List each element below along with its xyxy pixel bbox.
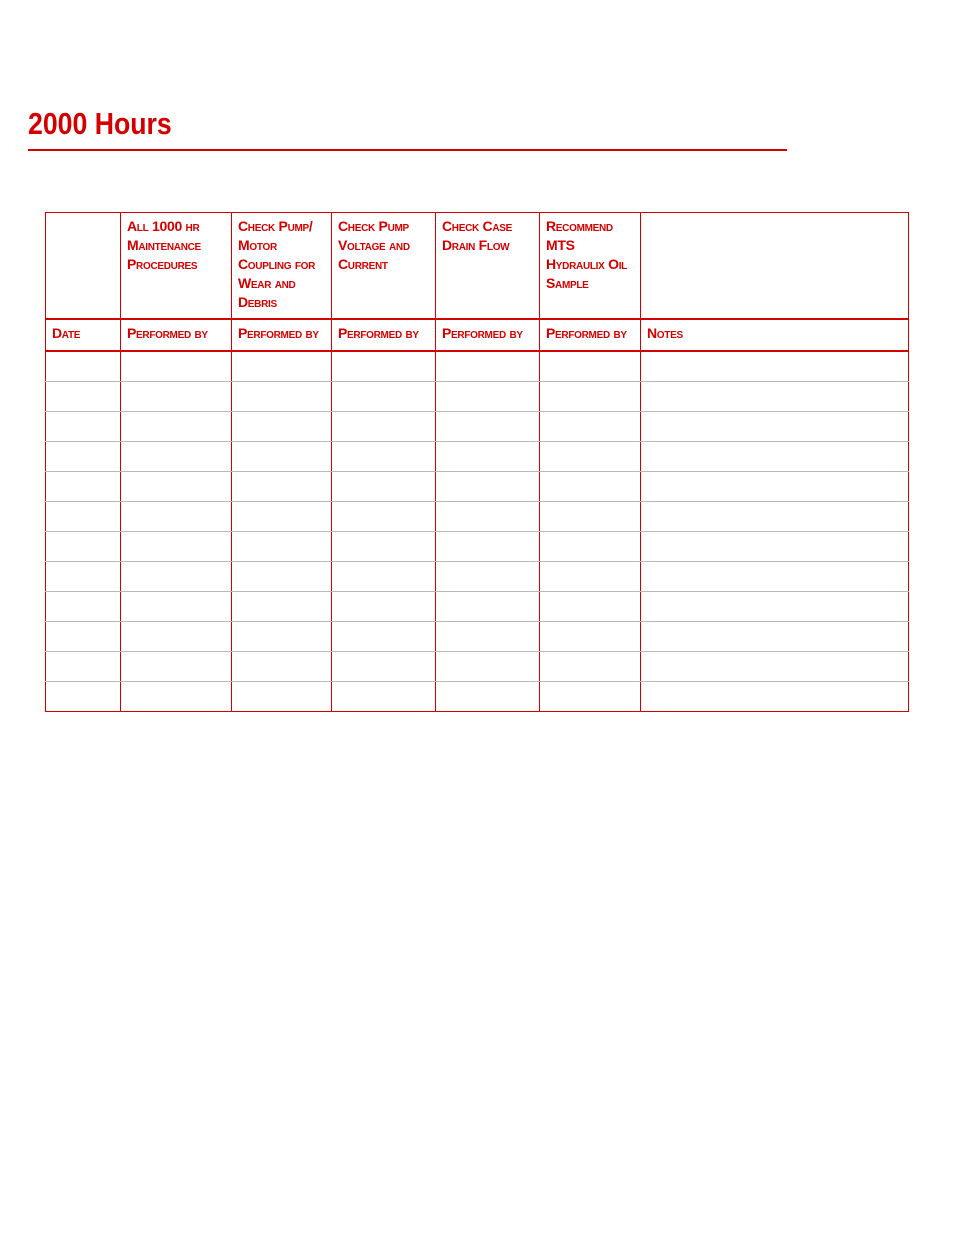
performed-by-cell xyxy=(332,351,436,382)
table-row xyxy=(46,351,909,382)
date-cell xyxy=(46,592,121,622)
table-row xyxy=(46,502,909,532)
performed-by-cell xyxy=(332,382,436,412)
task-header-case-drain-flow: Check Case Drain Flow xyxy=(436,213,540,320)
performed-by-cell xyxy=(232,382,332,412)
performed-by-cell xyxy=(121,412,232,442)
date-cell xyxy=(46,652,121,682)
notes-cell xyxy=(641,502,909,532)
notes-cell xyxy=(641,532,909,562)
performed-by-cell xyxy=(121,351,232,382)
performed-by-cell xyxy=(232,472,332,502)
column-label-performed-by: Performed by xyxy=(232,319,332,351)
performed-by-cell xyxy=(232,592,332,622)
performed-by-cell xyxy=(436,382,540,412)
performed-by-cell xyxy=(332,502,436,532)
performed-by-cell xyxy=(332,562,436,592)
performed-by-cell xyxy=(121,652,232,682)
page-title: 2000 Hours xyxy=(28,106,172,141)
date-cell xyxy=(46,532,121,562)
performed-by-cell xyxy=(436,502,540,532)
date-cell xyxy=(46,442,121,472)
performed-by-cell xyxy=(121,682,232,712)
column-label-performed-by: Performed by xyxy=(436,319,540,351)
notes-cell xyxy=(641,622,909,652)
date-cell xyxy=(46,412,121,442)
performed-by-cell xyxy=(332,622,436,652)
performed-by-cell xyxy=(332,592,436,622)
performed-by-cell xyxy=(436,351,540,382)
table-row xyxy=(46,592,909,622)
performed-by-cell xyxy=(436,532,540,562)
performed-by-cell xyxy=(232,351,332,382)
performed-by-cell xyxy=(332,472,436,502)
performed-by-cell xyxy=(332,652,436,682)
performed-by-cell xyxy=(540,532,641,562)
performed-by-cell xyxy=(540,652,641,682)
performed-by-cell xyxy=(232,622,332,652)
date-cell xyxy=(46,472,121,502)
performed-by-cell xyxy=(540,412,641,442)
performed-by-cell xyxy=(232,562,332,592)
performed-by-cell xyxy=(540,562,641,592)
performed-by-cell xyxy=(540,472,641,502)
performed-by-cell xyxy=(232,682,332,712)
column-label-notes: Notes xyxy=(641,319,909,351)
performed-by-cell xyxy=(540,442,641,472)
table-row xyxy=(46,442,909,472)
table-row xyxy=(46,382,909,412)
task-header-oil-sample: Recommend MTS Hydraulix Oil Sample xyxy=(540,213,641,320)
notes-cell xyxy=(641,442,909,472)
column-label-performed-by: Performed by xyxy=(540,319,641,351)
task-header-row xyxy=(46,213,909,320)
performed-by-cell xyxy=(436,682,540,712)
performed-by-cell xyxy=(436,442,540,472)
table-row xyxy=(46,622,909,652)
performed-by-cell xyxy=(436,472,540,502)
performed-by-cell xyxy=(540,592,641,622)
date-cell xyxy=(46,351,121,382)
date-cell xyxy=(46,502,121,532)
column-label-row xyxy=(46,319,909,351)
date-cell xyxy=(46,382,121,412)
task-header-blank xyxy=(46,213,121,320)
performed-by-cell xyxy=(436,622,540,652)
table-row xyxy=(46,472,909,502)
notes-cell xyxy=(641,592,909,622)
maintenance-log-table xyxy=(45,212,909,712)
notes-cell xyxy=(641,412,909,442)
performed-by-cell xyxy=(332,682,436,712)
task-header-pump-motor-coupling: Check Pump/ Motor Coupling for Wear and Debris xyxy=(232,213,332,320)
table-row xyxy=(46,532,909,562)
performed-by-cell xyxy=(121,502,232,532)
performed-by-cell xyxy=(332,412,436,442)
notes-cell xyxy=(641,652,909,682)
date-cell xyxy=(46,682,121,712)
performed-by-cell xyxy=(121,592,232,622)
performed-by-cell xyxy=(121,562,232,592)
performed-by-cell xyxy=(232,442,332,472)
performed-by-cell xyxy=(121,472,232,502)
performed-by-cell xyxy=(540,622,641,652)
notes-cell xyxy=(641,472,909,502)
column-label-date: Date xyxy=(46,319,121,351)
performed-by-cell xyxy=(332,532,436,562)
performed-by-cell xyxy=(332,442,436,472)
task-header-pump-voltage-current: Check Pump Voltage and Current xyxy=(332,213,436,320)
column-label-performed-by: Performed by xyxy=(121,319,232,351)
task-header-1000hr-procedures: All 1000 hr Maintenance Procedures xyxy=(121,213,232,320)
log-entries xyxy=(46,351,909,712)
performed-by-cell xyxy=(232,412,332,442)
notes-cell xyxy=(641,682,909,712)
performed-by-cell xyxy=(232,502,332,532)
notes-cell xyxy=(641,562,909,592)
notes-cell xyxy=(641,382,909,412)
title-rule xyxy=(28,149,787,151)
table-row xyxy=(46,412,909,442)
table-row xyxy=(46,682,909,712)
table-row xyxy=(46,652,909,682)
task-header-notes-blank xyxy=(641,213,909,320)
table-row xyxy=(46,562,909,592)
performed-by-cell xyxy=(540,351,641,382)
date-cell xyxy=(46,622,121,652)
performed-by-cell xyxy=(121,442,232,472)
performed-by-cell xyxy=(540,382,641,412)
performed-by-cell xyxy=(436,592,540,622)
performed-by-cell xyxy=(121,382,232,412)
column-label-performed-by: Performed by xyxy=(332,319,436,351)
notes-cell xyxy=(641,351,909,382)
performed-by-cell xyxy=(436,652,540,682)
performed-by-cell xyxy=(232,652,332,682)
performed-by-cell xyxy=(436,562,540,592)
performed-by-cell xyxy=(540,502,641,532)
performed-by-cell xyxy=(121,622,232,652)
performed-by-cell xyxy=(436,412,540,442)
performed-by-cell xyxy=(540,682,641,712)
date-cell xyxy=(46,562,121,592)
performed-by-cell xyxy=(232,532,332,562)
performed-by-cell xyxy=(121,532,232,562)
